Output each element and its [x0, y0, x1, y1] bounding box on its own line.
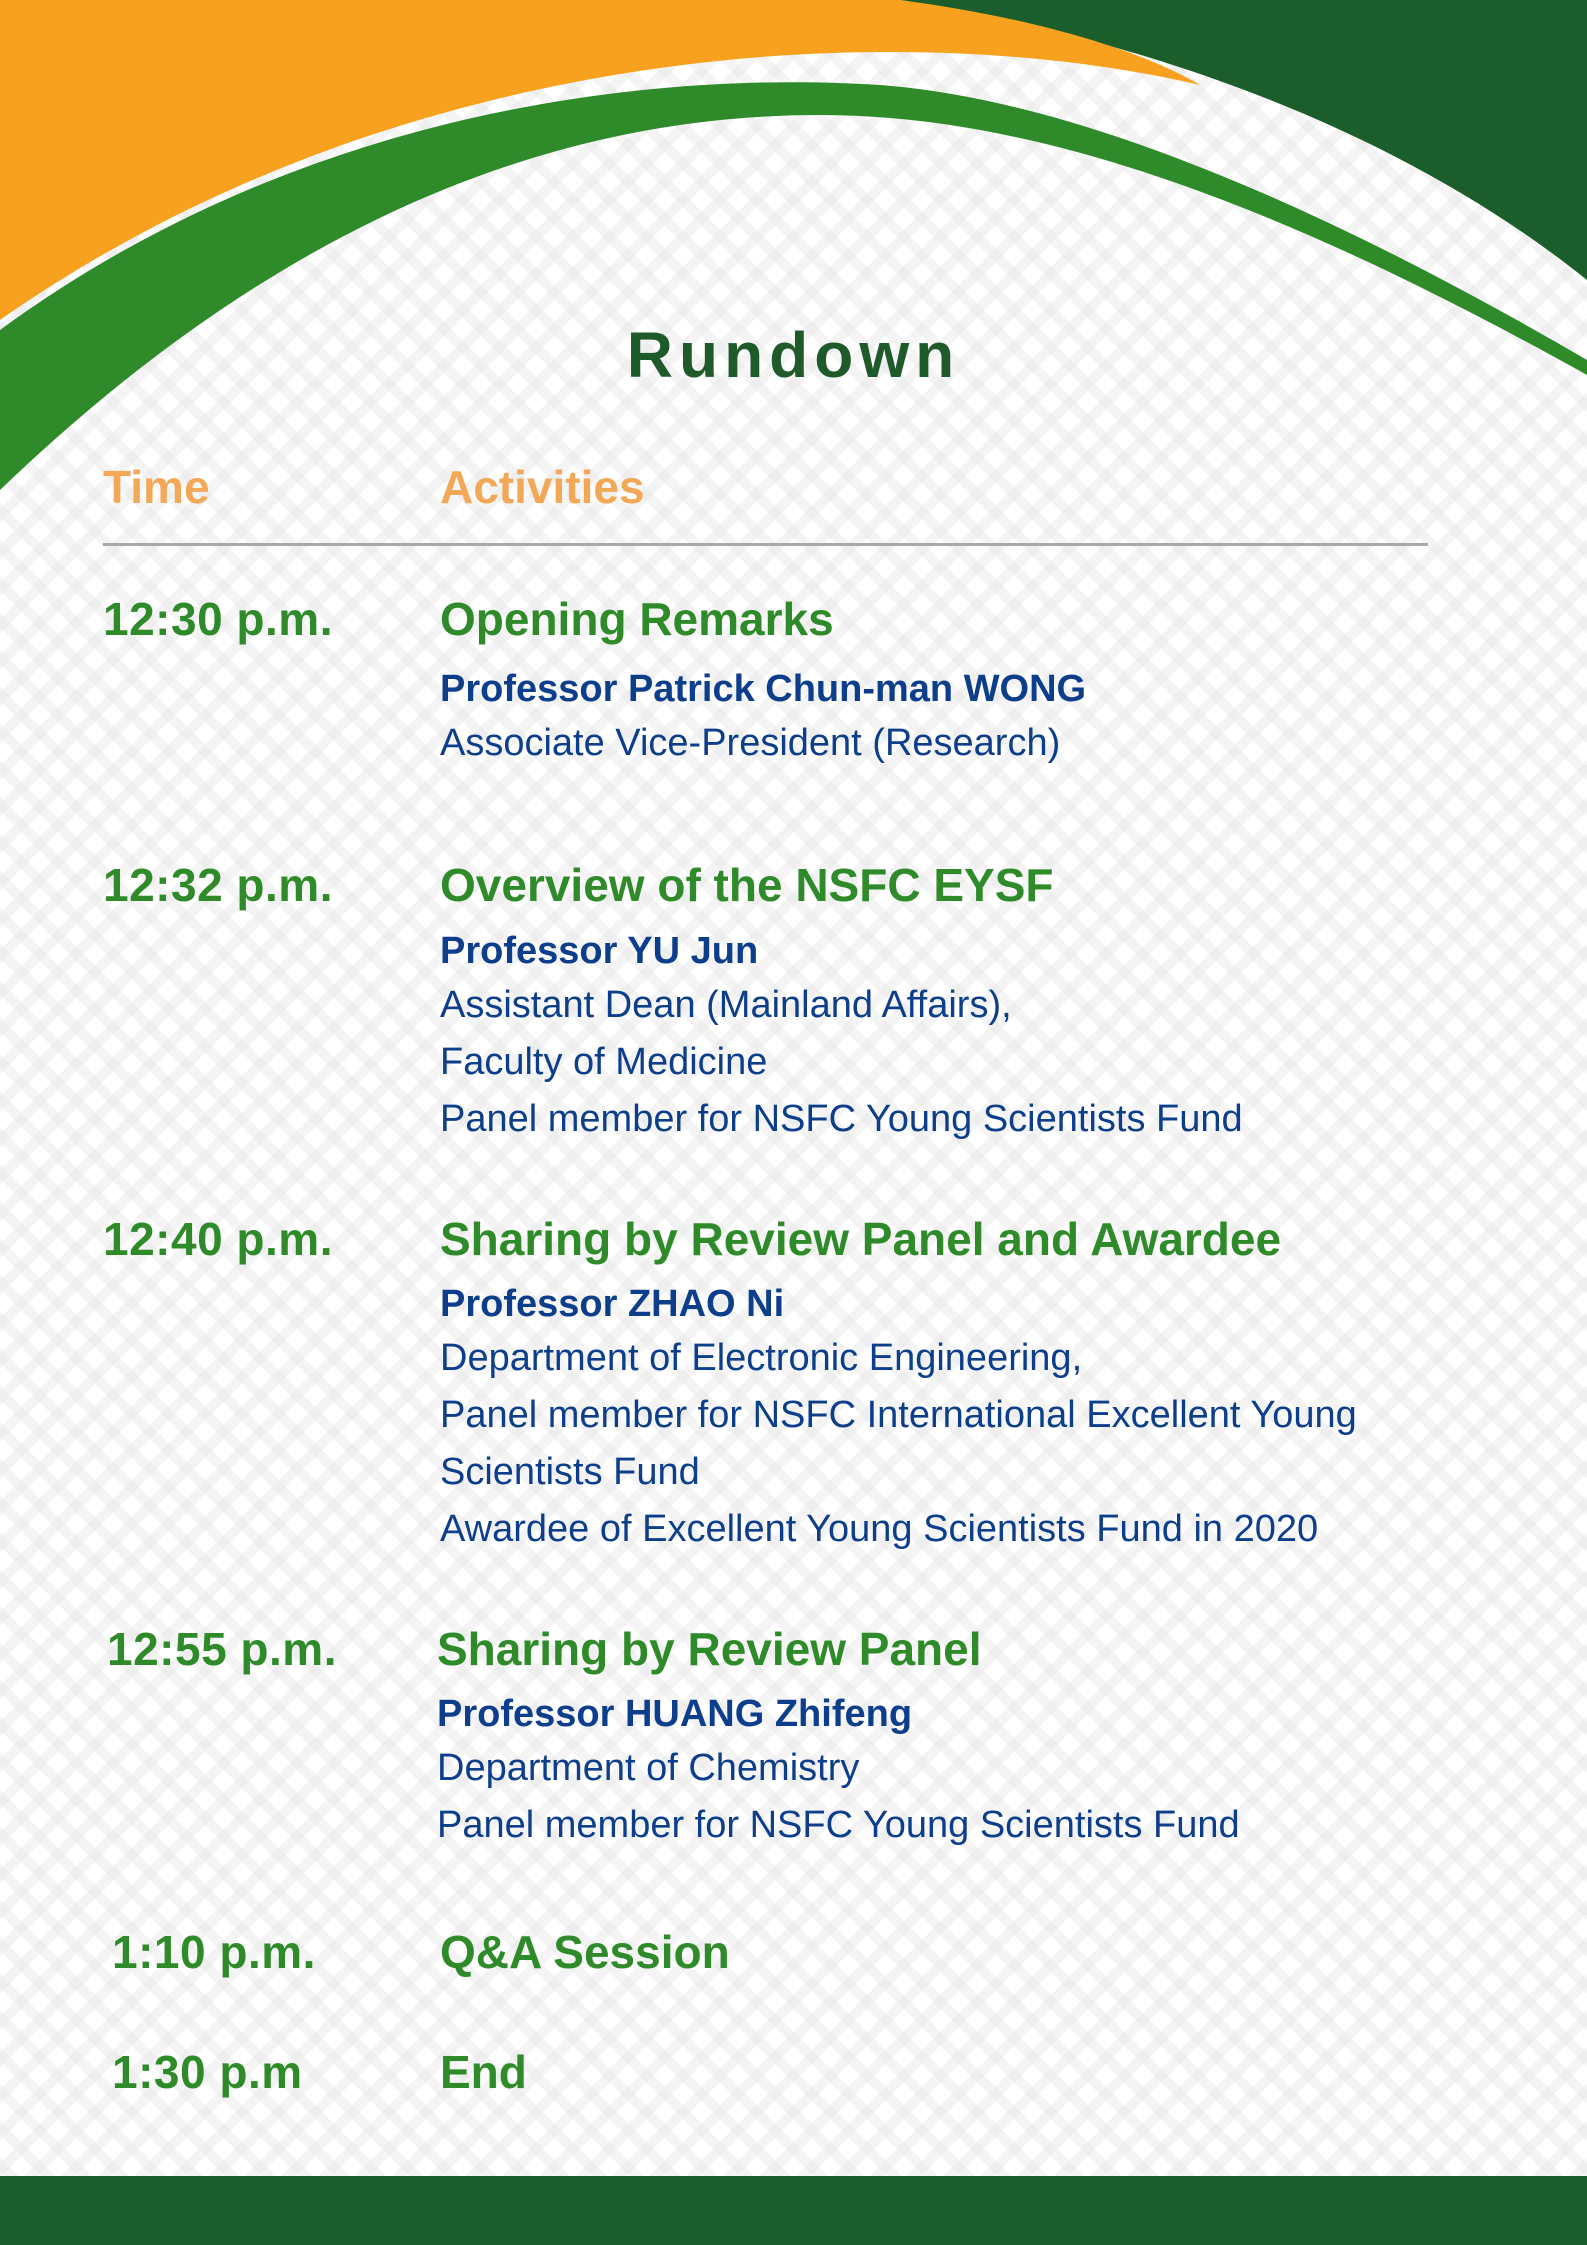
page-title: Rundown [626, 319, 961, 391]
header-divider [103, 543, 1428, 546]
item-time: 1:10 p.m. [112, 1926, 316, 1978]
item-description-line: Faculty of Medicine [440, 1041, 768, 1083]
item-speaker: Professor YU Jun [440, 930, 759, 972]
item-description-line: Associate Vice-President (Research) [440, 722, 1061, 764]
item-time: 12:55 p.m. [107, 1623, 337, 1675]
item-activity: End [440, 2046, 527, 2098]
item-description-line: Assistant Dean (Mainland Affairs), [440, 984, 1012, 1026]
activities-column-header: Activities [440, 461, 645, 513]
item-description-line: Panel member for NSFC Young Scientists Fund [440, 1098, 1243, 1140]
item-activity: Overview of the NSFC EYSF [440, 859, 1054, 911]
item-time: 12:40 p.m. [103, 1213, 333, 1265]
item-speaker: Professor HUANG Zhifeng [437, 1693, 913, 1735]
item-description-line: Department of Electronic Engineering, [440, 1337, 1083, 1379]
footer-bar [0, 2176, 1587, 2245]
item-description-line: Department of Chemistry [437, 1747, 860, 1789]
item-description-line: Panel member for NSFC International Excellent Young [440, 1394, 1357, 1436]
item-activity: Sharing by Review Panel [437, 1623, 982, 1675]
item-activity: Opening Remarks [440, 593, 834, 645]
item-time: 12:32 p.m. [103, 859, 333, 911]
item-description-line: Scientists Fund [440, 1451, 700, 1493]
item-time: 1:30 p.m [112, 2046, 303, 2098]
item-speaker: Professor Patrick Chun-man WONG [440, 668, 1087, 710]
header-swoosh-decoration [0, 0, 1587, 520]
item-activity: Sharing by Review Panel and Awardee [440, 1213, 1282, 1265]
item-time: 12:30 p.m. [103, 593, 333, 645]
item-description-line: Awardee of Excellent Young Scientists Fund in 2020 [440, 1508, 1319, 1550]
item-activity: Q&A Session [440, 1926, 730, 1978]
item-description-line: Panel member for NSFC Young Scientists Fund [437, 1804, 1240, 1846]
item-speaker: Professor ZHAO Ni [440, 1283, 785, 1325]
time-column-header: Time [103, 461, 210, 513]
